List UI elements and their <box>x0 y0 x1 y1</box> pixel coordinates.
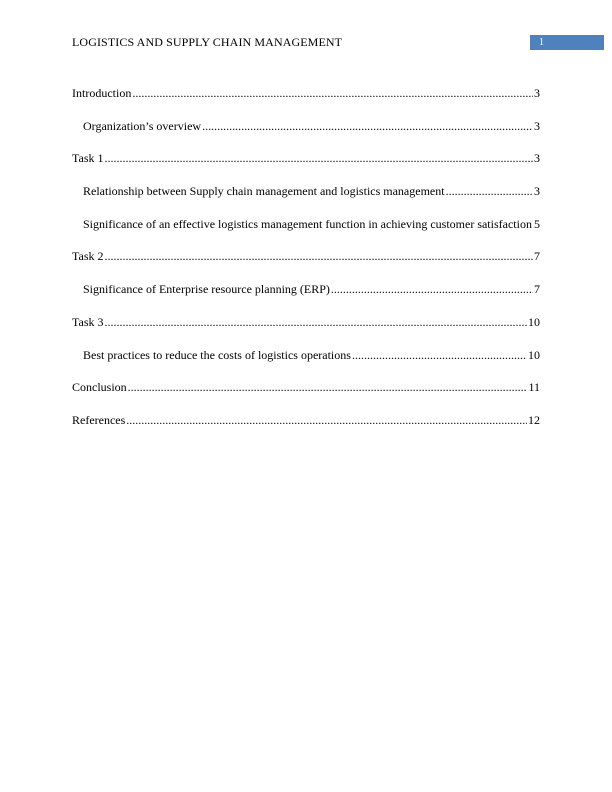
toc-dot-leader <box>105 315 528 329</box>
toc-entry-task-2[interactable] <box>72 249 540 282</box>
toc-entry-organization-overview[interactable] <box>72 119 540 152</box>
toc-entry-page: 7 <box>534 282 540 297</box>
toc-dot-leader <box>128 380 528 394</box>
toc-entry-label: Significance of Enterprise resource planning (ERP) <box>83 282 330 297</box>
toc-dot-leader <box>331 282 533 296</box>
toc-entry-page: 12 <box>528 412 540 427</box>
toc-entry-significance-logistics-management[interactable] <box>72 217 540 250</box>
toc-entry-relationship-scm-logistics[interactable] <box>72 184 540 217</box>
toc-entry-label: Task 3 <box>72 314 104 329</box>
toc-entry-page: 3 <box>534 86 540 100</box>
toc-entry-page: 10 <box>528 314 540 329</box>
toc-entry-significance-erp[interactable] <box>72 282 540 315</box>
toc-entry-label: Task 1 <box>72 151 104 166</box>
running-header-title: LOGISTICS AND SUPPLY CHAIN MANAGEMENT <box>72 35 343 49</box>
toc-entry-label: Significance of an effective logistics management function in achieving customer satisfaction <box>83 216 532 231</box>
page-number-badge <box>530 35 604 50</box>
toc-entry-label: Task 2 <box>72 249 104 264</box>
toc-entry-label: Relationship between Supply chain management and logistics management <box>83 184 445 199</box>
table-of-contents <box>72 86 540 446</box>
toc-dot-leader <box>105 249 534 263</box>
toc-entry-label: Organization’s overview <box>83 118 202 133</box>
toc-entry-page: 3 <box>534 184 540 199</box>
toc-dot-leader <box>126 413 527 427</box>
toc-entry-page: 3 <box>534 151 540 166</box>
toc-entry-page: 7 <box>534 249 540 264</box>
toc-dot-leader <box>132 86 533 100</box>
toc-dot-leader <box>352 348 527 362</box>
toc-dot-leader <box>202 119 533 133</box>
toc-entry-page: 11 <box>528 380 540 395</box>
toc-entry-task-3[interactable] <box>72 315 540 348</box>
toc-dot-leader <box>105 151 534 165</box>
toc-entry-introduction[interactable] <box>72 86 540 119</box>
page-number: 1 <box>539 37 544 48</box>
toc-entry-label: References <box>72 412 126 427</box>
toc-entry-page: 3 <box>534 118 540 133</box>
toc-entry-label: Best practices to reduce the costs of logistics operations <box>83 347 351 362</box>
toc-dot-leader <box>446 184 533 198</box>
toc-entry-task-1[interactable] <box>72 151 540 184</box>
toc-entry-conclusion[interactable] <box>72 380 540 413</box>
toc-entry-label: Conclusion <box>72 380 127 395</box>
toc-entry-references[interactable] <box>72 413 540 446</box>
toc-entry-page: 5 <box>534 216 540 231</box>
toc-entry-page: 10 <box>528 347 540 362</box>
toc-entry-label: Introduction <box>72 86 132 100</box>
toc-entry-best-practices[interactable] <box>72 348 540 381</box>
